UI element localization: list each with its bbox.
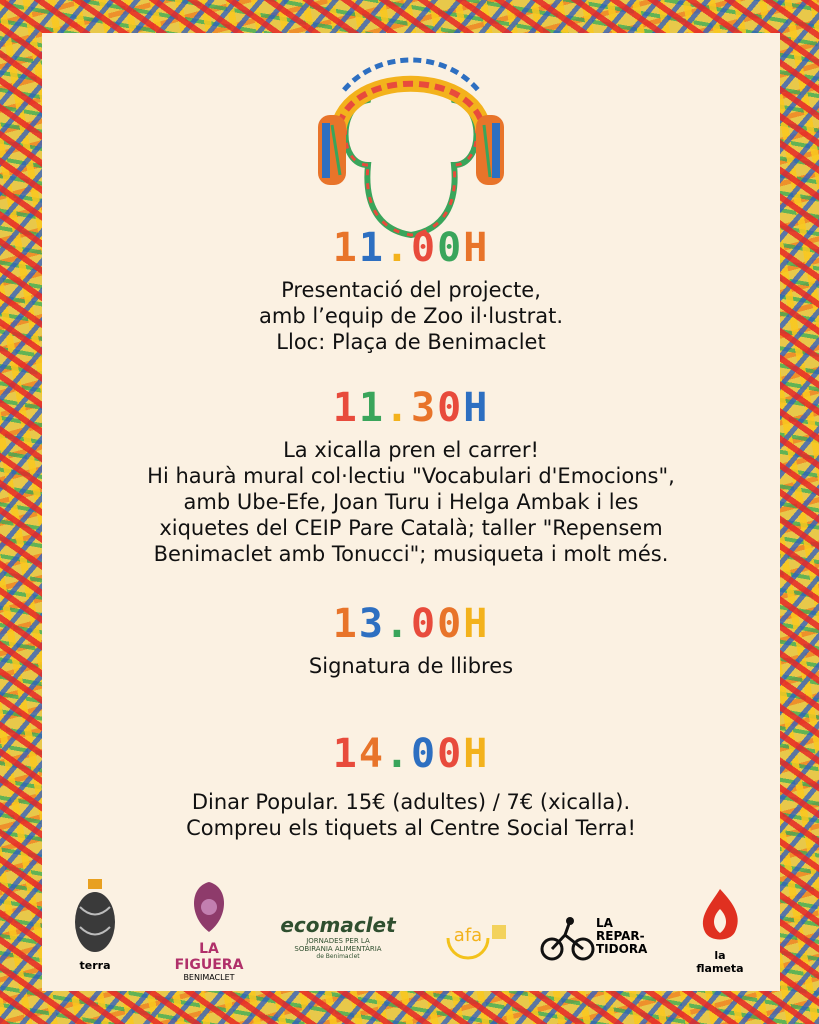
event-description-2 — [62, 437, 760, 567]
ecomaclet-label: ecomaclet — [280, 913, 396, 937]
flameta-label: la flameta — [696, 949, 744, 975]
event-2-line-5: Benimaclet amb Tonucci"; musiqueta i molt més. — [153, 542, 669, 566]
event-4-line-1: Dinar Popular. 15€ (adultes) / 7€ (xicalla). — [191, 790, 631, 814]
ecomaclet-sub-2: SOBIRANIA ALIMENTÀRIA — [294, 945, 382, 953]
figuera-label: LA FIGUERA — [174, 941, 244, 973]
event-3-line-1: Signatura de llibres — [308, 654, 514, 678]
event-4-line-2: Compreu els tiquets al Centre Social Terra! — [186, 816, 636, 840]
event-2-line-4: xiquetes del CEIP Pare Català; taller "Repensem — [159, 516, 663, 540]
ecomaclet-logo — [278, 913, 398, 983]
afa-circle-icon — [440, 913, 520, 963]
terra-label: terra — [79, 959, 111, 972]
flame-icon — [690, 887, 750, 945]
repartidora-line-1: LA — [596, 916, 613, 930]
grenade-icon — [70, 877, 120, 955]
event-2-line-3: amb Ube-Efe, Joan Turu i Helga Ambak i les — [183, 490, 639, 514]
event-1-line-2: amb l’equip de Zoo il·lustrat. — [259, 304, 563, 328]
repartidora-line-2: REPAR- — [596, 929, 645, 943]
event-1-line-1: Presentació del projecte, — [281, 278, 541, 302]
afa-label: afa — [453, 925, 483, 946]
figuera-sublabel: BENIMACLET — [183, 973, 235, 982]
repartidora-line-3: TIDORA — [596, 942, 648, 956]
ecomaclet-sub-3: de Benimaclet — [316, 953, 360, 960]
time-label-2: 11.30H — [332, 385, 490, 431]
sponsor-logos — [42, 873, 780, 983]
time-label-4: 14.00H — [332, 731, 490, 777]
bicycle-icon — [540, 915, 595, 961]
time-label-1: 11.00H — [332, 225, 490, 271]
time-label-3: 13.00H — [332, 601, 490, 647]
event-1-line-3: Lloc: Plaça de Benimaclet — [276, 330, 546, 354]
ecomaclet-sub-1: JORNADES PER LA — [306, 937, 370, 945]
content-panel — [42, 33, 780, 991]
monkey-headphones-logo — [318, 45, 504, 245]
afa-logo — [440, 913, 520, 963]
event-description-4 — [62, 789, 760, 841]
terra-logo — [70, 877, 120, 977]
la-repartidora-logo — [540, 915, 670, 965]
la-figuera-logo — [164, 877, 254, 982]
event-2-line-2: Hi haurà mural col·lectiu "Vocabulari d'Emocions", — [147, 464, 675, 488]
event-description-3 — [62, 653, 760, 679]
la-flameta-logo — [690, 887, 750, 977]
fig-leaf-icon — [164, 877, 254, 937]
event-2-line-1: La xicalla pren el carrer! — [283, 438, 539, 462]
event-description-1 — [62, 277, 760, 355]
